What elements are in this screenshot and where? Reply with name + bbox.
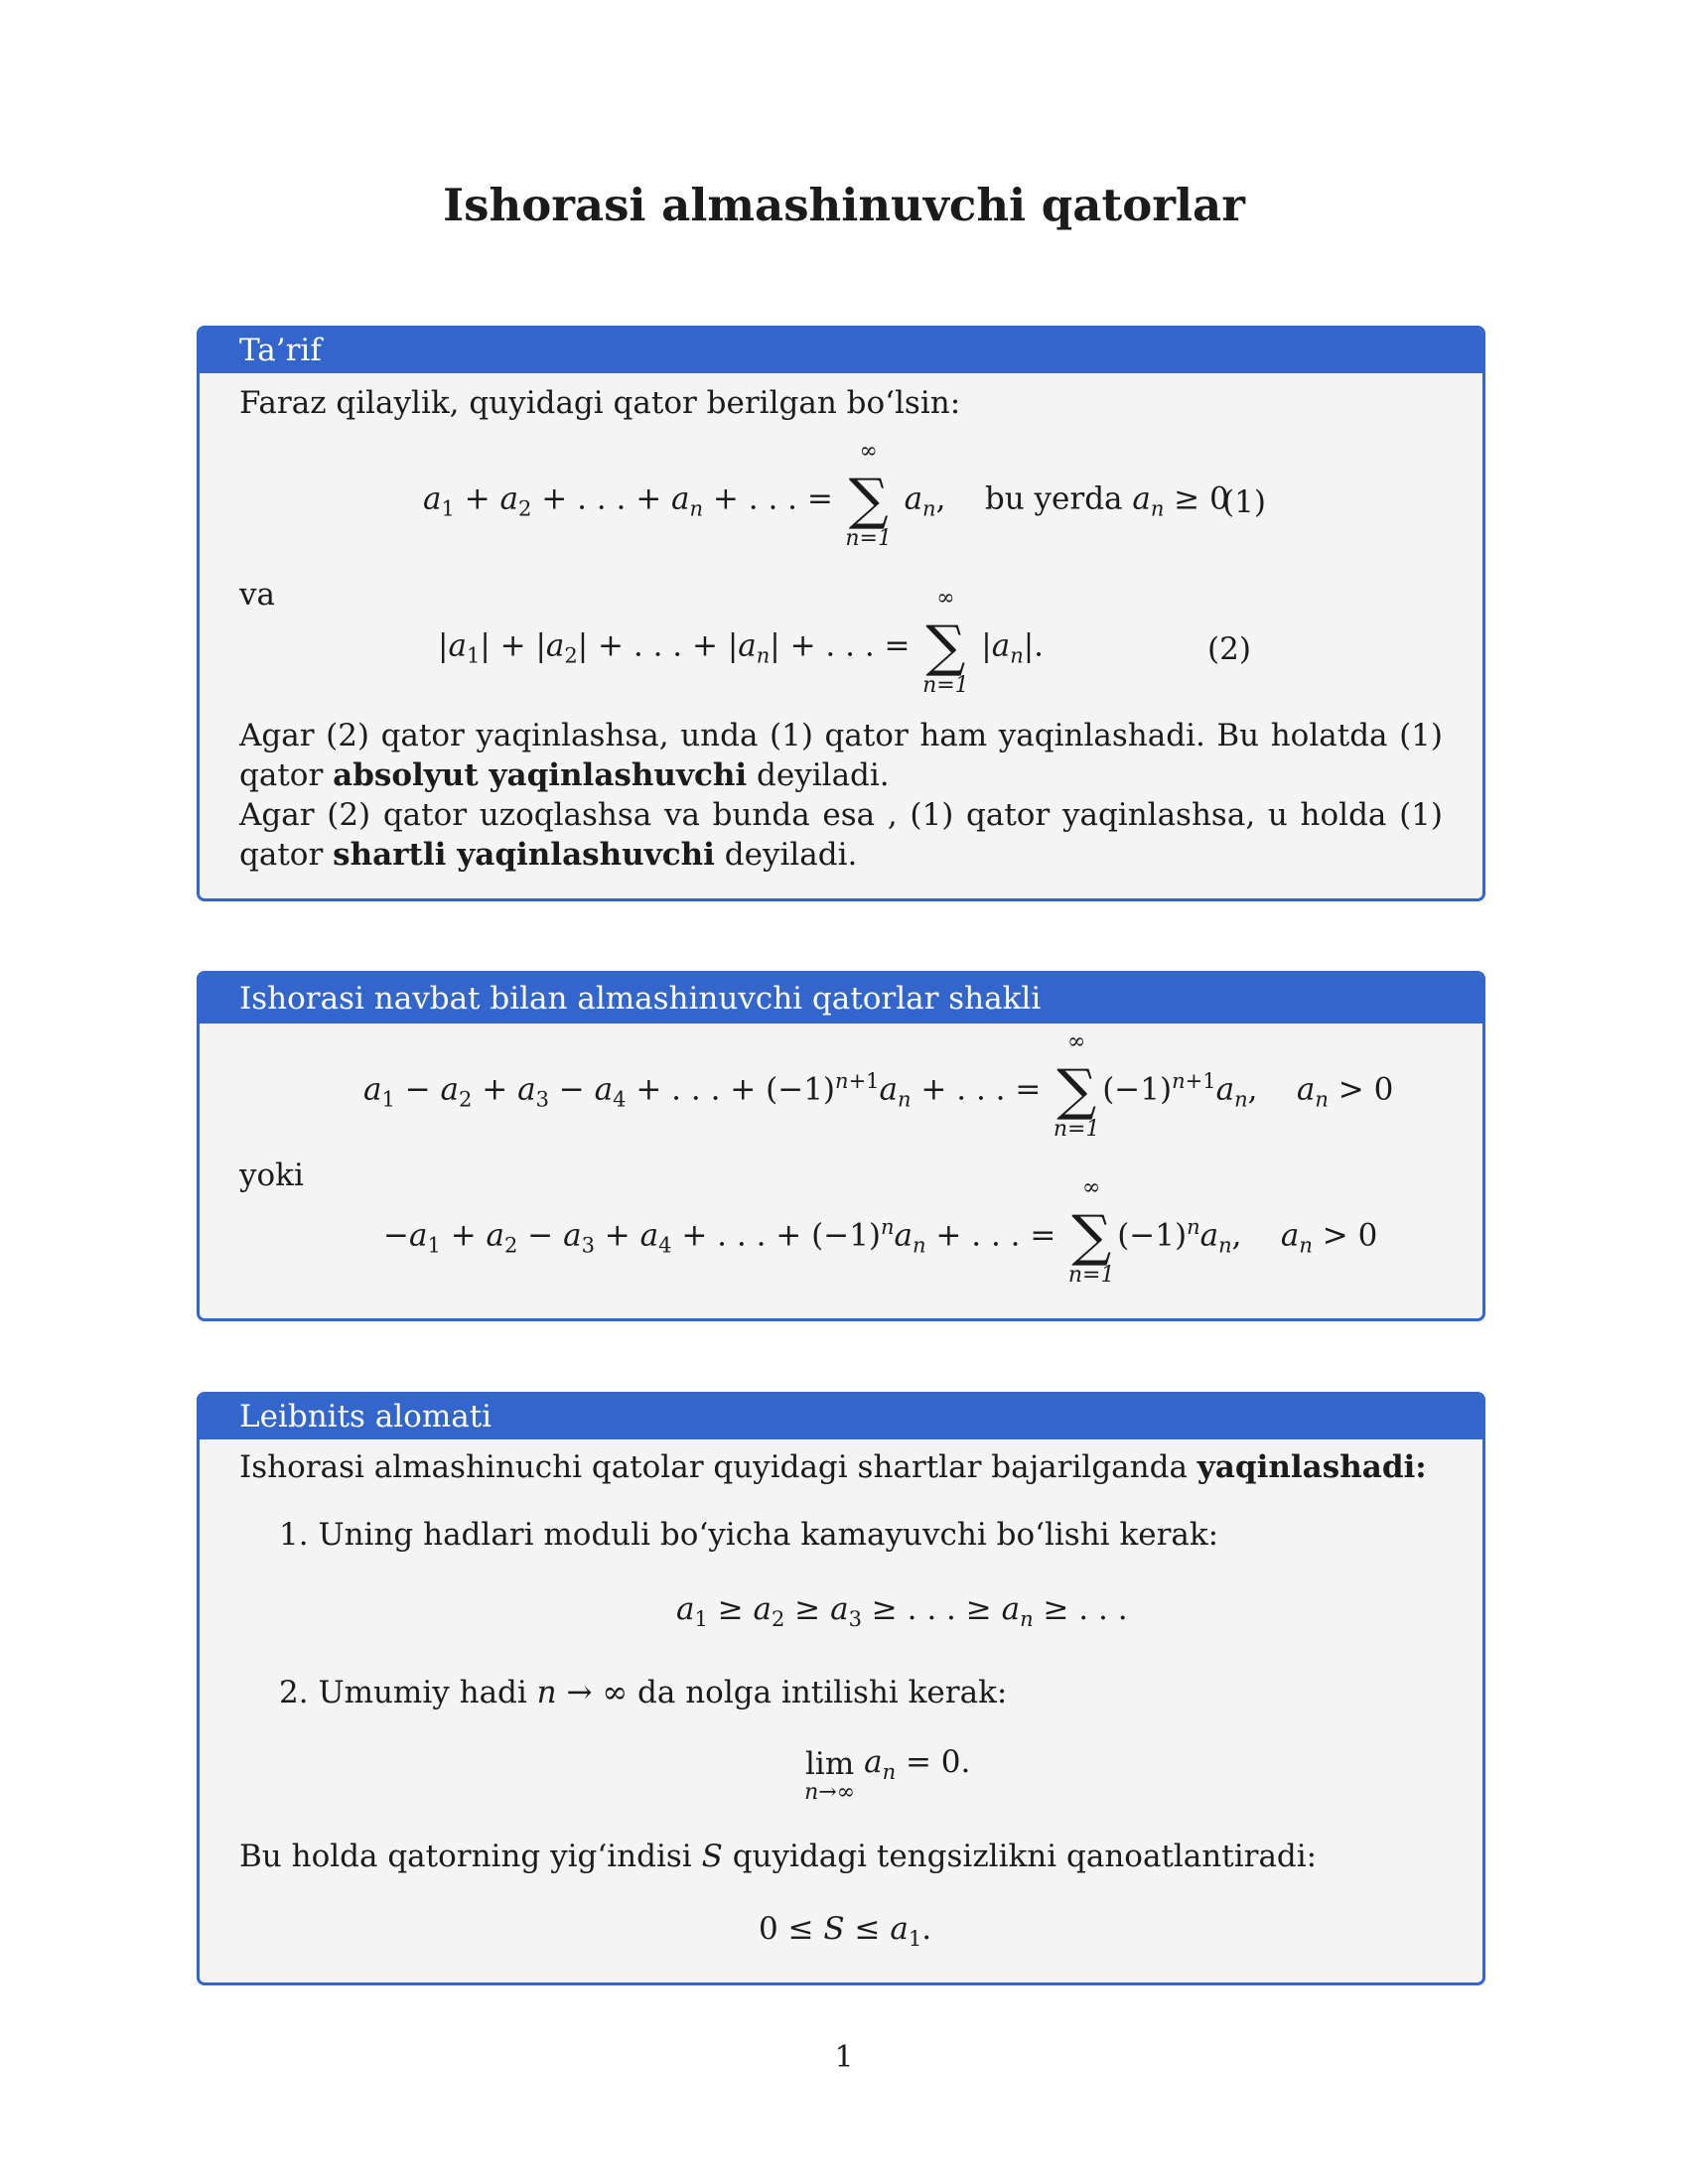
sum-text-post: quyidagi tengsizlikni qanoatlantiradi: bbox=[732, 1839, 1318, 1874]
yoki-text: yoki bbox=[239, 1158, 304, 1193]
item-1-text: Uning hadlari moduli bo‘yicha kamayuvchi bo‘lishi kerak: bbox=[318, 1517, 1219, 1553]
absolute-end: deyiladi. bbox=[757, 757, 890, 793]
leibniz-intro-bold: yaqinlashadi: bbox=[1196, 1449, 1427, 1485]
sum-bound-text: Bu holda qatorning yig‘indisi S quyidagi tengsizlikni qanoatlantiradi: bbox=[239, 1839, 1318, 1874]
item-2-number: 2. bbox=[279, 1675, 309, 1710]
condition-item-2: 2. Umumiy hadi n → ∞ da nolga intilishi kerak: bbox=[279, 1675, 1008, 1710]
leibniz-intro bbox=[239, 1449, 1443, 1485]
definition-header: Ta’rif bbox=[200, 329, 1482, 373]
absolute-text: Agar (2) qator yaqinlashsa, unda (1) qator ham yaqinlashadi. Bu holatda (1) qator bbox=[239, 718, 1443, 793]
item-2-text-post: da nolga intilishi kerak: bbox=[637, 1675, 1008, 1710]
sum-symbol: ∞ ∑ n=1 bbox=[845, 439, 892, 551]
alternating-equation-1: $a_1 - a_2 + a_3 - a_4$ + . . . + $(-1)^{n+1}a_n$ + . . . = ∞ ∑ n=1 $(-1)^{n+1}a_n$, $a_n > 0$ bbox=[363, 1029, 1394, 1142]
definition-box bbox=[197, 326, 1485, 901]
page-number: 1 bbox=[834, 2040, 854, 2075]
definition-intro: Faraz qilaylik, quyidagi qator berilgan bo‘lsin: bbox=[239, 385, 961, 421]
page-title: Ishorasi almashinuvchi qatorlar bbox=[443, 179, 1245, 231]
alternating-equation-2: $-a_1 + a_2 - a_3 + a_4$ + . . . + $(-1)^na_n$ + . . . = ∞ ∑ n=1 $(-1)^na_n$, $a_n > 0$ bbox=[383, 1175, 1378, 1288]
sum-symbol: ∞ ∑ n=1 bbox=[1067, 1175, 1115, 1288]
conditional-paragraph bbox=[239, 795, 1443, 875]
limit-operator: lim n→∞ bbox=[804, 1745, 856, 1805]
leibniz-header: Leibnits alomati bbox=[200, 1395, 1482, 1439]
va-text: va bbox=[239, 577, 275, 613]
alternating-forms-header: Ishorasi navbat bilan almashinuvchi qatorlar shakli bbox=[200, 974, 1482, 1024]
equation-1: $a_1 + a_2$ + . . . + $a_n$ + . . . = ∞ ∑ n=1 $a_n$, bu yerda $a_n \ge 0$ bbox=[423, 439, 1229, 551]
equation-2-number: (2) bbox=[1207, 631, 1251, 667]
leibniz-intro-text: Ishorasi almashinuchi qatolar quyidagi shartlar bajarilganda bbox=[239, 1449, 1188, 1485]
alternating-forms-body bbox=[200, 1024, 1482, 1321]
conditional-text: Agar (2) qator uzoqlashsa va bunda esa , (1) qator yaqinlashsa, u holda (1) qator bbox=[239, 797, 1443, 873]
leibniz-body bbox=[200, 1439, 1482, 1985]
condition-item-1 bbox=[279, 1517, 1443, 1553]
sum-symbol: ∞ ∑ n=1 bbox=[1053, 1029, 1100, 1142]
absolute-paragraph bbox=[239, 716, 1443, 795]
sum-symbol: ∞ ∑ n=1 bbox=[922, 586, 969, 698]
equation-1-note: bu yerda bbox=[984, 480, 1123, 517]
item-1-number: 1. bbox=[279, 1517, 309, 1553]
equation-2: $|a_1| + |a_2|$ + . . . + $|a_n|$ + . . . = ∞ ∑ n=1 $|a_n|$. bbox=[438, 586, 1045, 698]
sum-bound-inequality: $0 \le S \le a_1$. bbox=[759, 1911, 932, 1952]
absolute-term: absolyut yaqinlashuvchi bbox=[333, 757, 748, 793]
conditional-end: deyiladi. bbox=[724, 837, 858, 873]
leibniz-box bbox=[197, 1392, 1485, 1985]
definition-body bbox=[200, 373, 1482, 901]
decreasing-inequality: $a_1 \ge a_2 \ge a_3$ ≥ . . . ≥ $a_n$ ≥ . . . bbox=[676, 1591, 1128, 1632]
sum-text-pre: Bu holda qatorning yig‘indisi bbox=[239, 1839, 692, 1874]
equation-1-number: (1) bbox=[1222, 484, 1266, 520]
conditional-term: shartli yaqinlashuvchi bbox=[333, 837, 715, 873]
alternating-forms-box bbox=[197, 971, 1485, 1321]
item-2-text-pre: Umumiy hadi bbox=[318, 1675, 527, 1710]
limit-equation: lim n→∞ $a_n = 0$. bbox=[804, 1744, 971, 1805]
